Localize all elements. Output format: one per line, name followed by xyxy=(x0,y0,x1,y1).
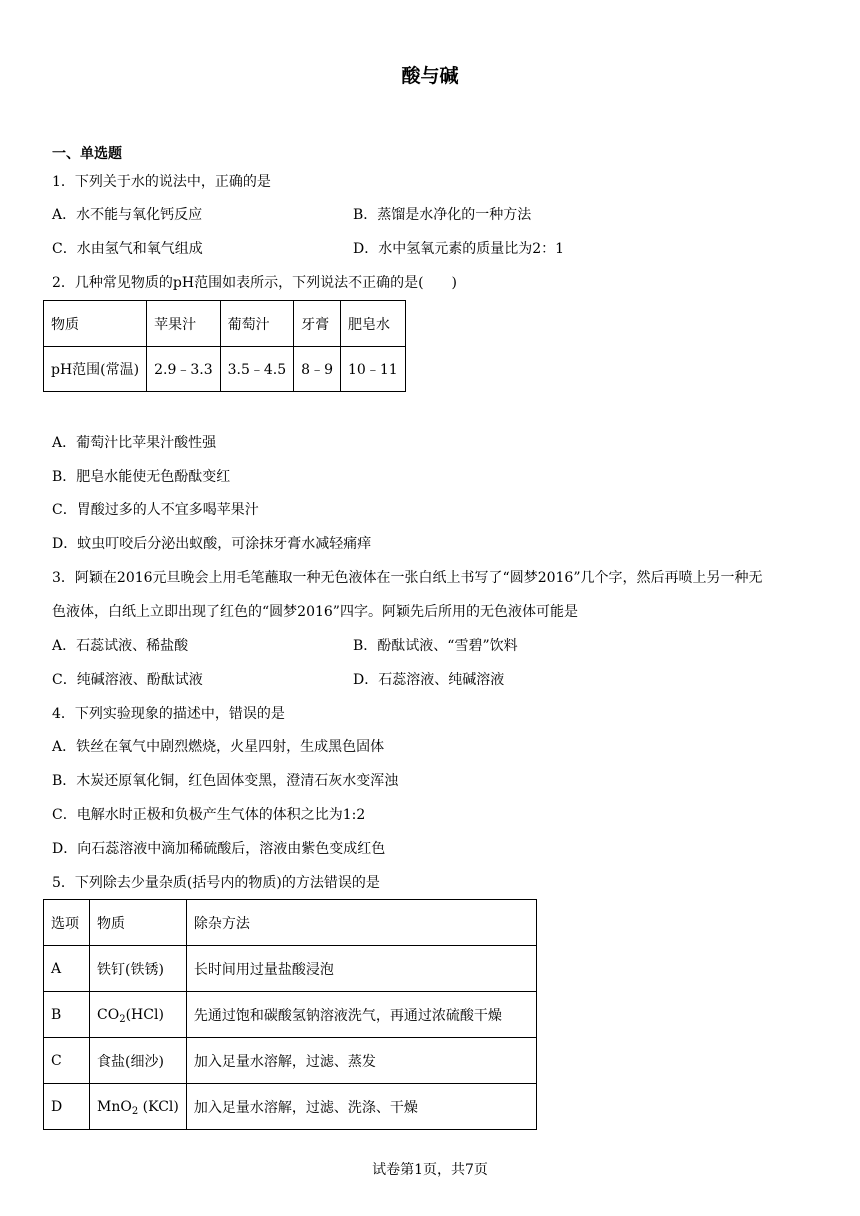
impurity-table-header-cell: 物质 xyxy=(90,900,187,946)
question-2-option-b: B．肥皂水能使无色酚酞变红 xyxy=(52,469,231,485)
question-5-stem: 5．下列除去少量杂质(括号内的物质)的方法错误的是 xyxy=(52,875,380,891)
impurity-table-row xyxy=(44,1038,537,1084)
ph-table-header-cell: 物质 xyxy=(44,301,147,347)
ph-table-header-cell: 苹果汁 xyxy=(147,301,221,347)
section-heading: 一、单选题 xyxy=(52,146,122,162)
substance-subscript: 2 xyxy=(131,1105,139,1117)
ph-table xyxy=(43,300,406,392)
ph-table-header-cell: 牙膏 xyxy=(294,301,341,347)
question-3-stem-line-1: 3．阿颖在2016元旦晚会上用毛笔蘸取一种无色液体在一张白纸上书写了“圆梦2016”几个字，然后再喷上另一种无 xyxy=(52,570,763,586)
impurity-method-cell: 先通过饱和碳酸氢钠溶液洗气，再通过浓硫酸干燥 xyxy=(186,992,536,1038)
impurity-table-row xyxy=(44,992,537,1038)
ph-table-cell: 3.5﹣4.5 xyxy=(220,347,294,392)
substance-impurity-text: (HCl) xyxy=(125,1006,164,1023)
substance-impurity-text: (KCl) xyxy=(138,1098,179,1115)
impurity-option-cell: D xyxy=(44,1084,90,1130)
impurity-method-cell: 加入足量水溶解，过滤、洗涤、干燥 xyxy=(186,1084,536,1130)
impurity-substance-cell xyxy=(90,1084,187,1130)
impurity-substance-cell xyxy=(90,946,187,992)
question-3-option-b: B．酚酞试液、“雪碧”饮料 xyxy=(353,638,518,654)
ph-table-header-cell: 葡萄汁 xyxy=(220,301,294,347)
impurity-method-cell: 长时间用过量盐酸浸泡 xyxy=(186,946,536,992)
question-2-stem: 2．几种常见物质的pH范围如表所示，下列说法不正确的是( ) xyxy=(52,275,458,291)
substance-text: 铁钉(铁锈) xyxy=(97,961,164,978)
page-title: 酸与碱 xyxy=(401,65,459,87)
ph-table-row xyxy=(44,347,406,392)
page-footer: 试卷第1页，共7页 xyxy=(372,1162,488,1178)
question-4-option-d: D．向石蕊溶液中滴加稀硫酸后，溶液由紫色变成红色 xyxy=(52,841,386,857)
ph-table-cell: 10﹣11 xyxy=(341,347,406,392)
ph-table-cell: pH范围(常温) xyxy=(44,347,147,392)
ph-table-header-row xyxy=(44,301,406,347)
impurity-table-row xyxy=(44,946,537,992)
impurity-table-row xyxy=(44,1084,537,1130)
impurity-substance-cell xyxy=(90,992,187,1038)
ph-table-cell: 2.9﹣3.3 xyxy=(147,347,221,392)
substance-text: CO xyxy=(97,1006,120,1023)
ph-table-header-cell: 肥皂水 xyxy=(341,301,406,347)
question-3-option-d: D．石蕊溶液、纯碱溶液 xyxy=(353,672,505,688)
question-4-option-b: B．木炭还原氧化铜，红色固体变黑，澄清石灰水变浑浊 xyxy=(52,773,399,789)
question-2-option-c: C．胃酸过多的人不宜多喝苹果汁 xyxy=(52,502,259,518)
substance-subscript: 2 xyxy=(119,1013,126,1025)
impurity-table-header-cell: 除杂方法 xyxy=(186,900,536,946)
question-1-stem: 1．下列关于水的说法中，正确的是 xyxy=(52,174,271,190)
impurity-table xyxy=(43,899,537,1130)
substance-text: 食盐(细沙) xyxy=(97,1053,164,1070)
question-1-option-a: A．水不能与氧化钙反应 xyxy=(52,207,203,223)
question-1-option-c: C．水由氢气和氧气组成 xyxy=(52,241,203,257)
impurity-substance-cell xyxy=(90,1038,187,1084)
question-4-stem: 4．下列实验现象的描述中，错误的是 xyxy=(52,706,285,722)
impurity-option-cell: B xyxy=(44,992,90,1038)
question-3-stem-line-2: 色液体，白纸上立即出现了红色的“圆梦2016”四字。阿颖先后所用的无色液体可能是 xyxy=(52,604,578,620)
impurity-option-cell: A xyxy=(44,946,90,992)
question-4-option-a: A．铁丝在氧气中剧烈燃烧，火星四射，生成黑色固体 xyxy=(52,739,385,755)
question-2-option-d: D．蚊虫叮咬后分泌出蚁酸，可涂抹牙膏水减轻痛痒 xyxy=(52,536,372,552)
question-2-option-a: A．葡萄汁比苹果汁酸性强 xyxy=(52,435,217,451)
question-3-option-a: A．石蕊试液、稀盐酸 xyxy=(52,638,189,654)
impurity-table-header-cell: 选项 xyxy=(44,900,90,946)
impurity-table-header-row xyxy=(44,900,537,946)
ph-table-cell: 8﹣9 xyxy=(294,347,341,392)
question-3-option-c: C．纯碱溶液、酚酞试液 xyxy=(52,672,203,688)
impurity-option-cell: C xyxy=(44,1038,90,1084)
substance-text: MnO xyxy=(97,1098,132,1115)
impurity-method-cell: 加入足量水溶解，过滤、蒸发 xyxy=(186,1038,536,1084)
question-4-option-c: C．电解水时正极和负极产生气体的体积之比为1:2 xyxy=(52,807,366,823)
question-1-option-b: B．蒸馏是水净化的一种方法 xyxy=(353,207,532,223)
question-1-option-d: D．水中氢氧元素的质量比为2：1 xyxy=(353,241,565,257)
